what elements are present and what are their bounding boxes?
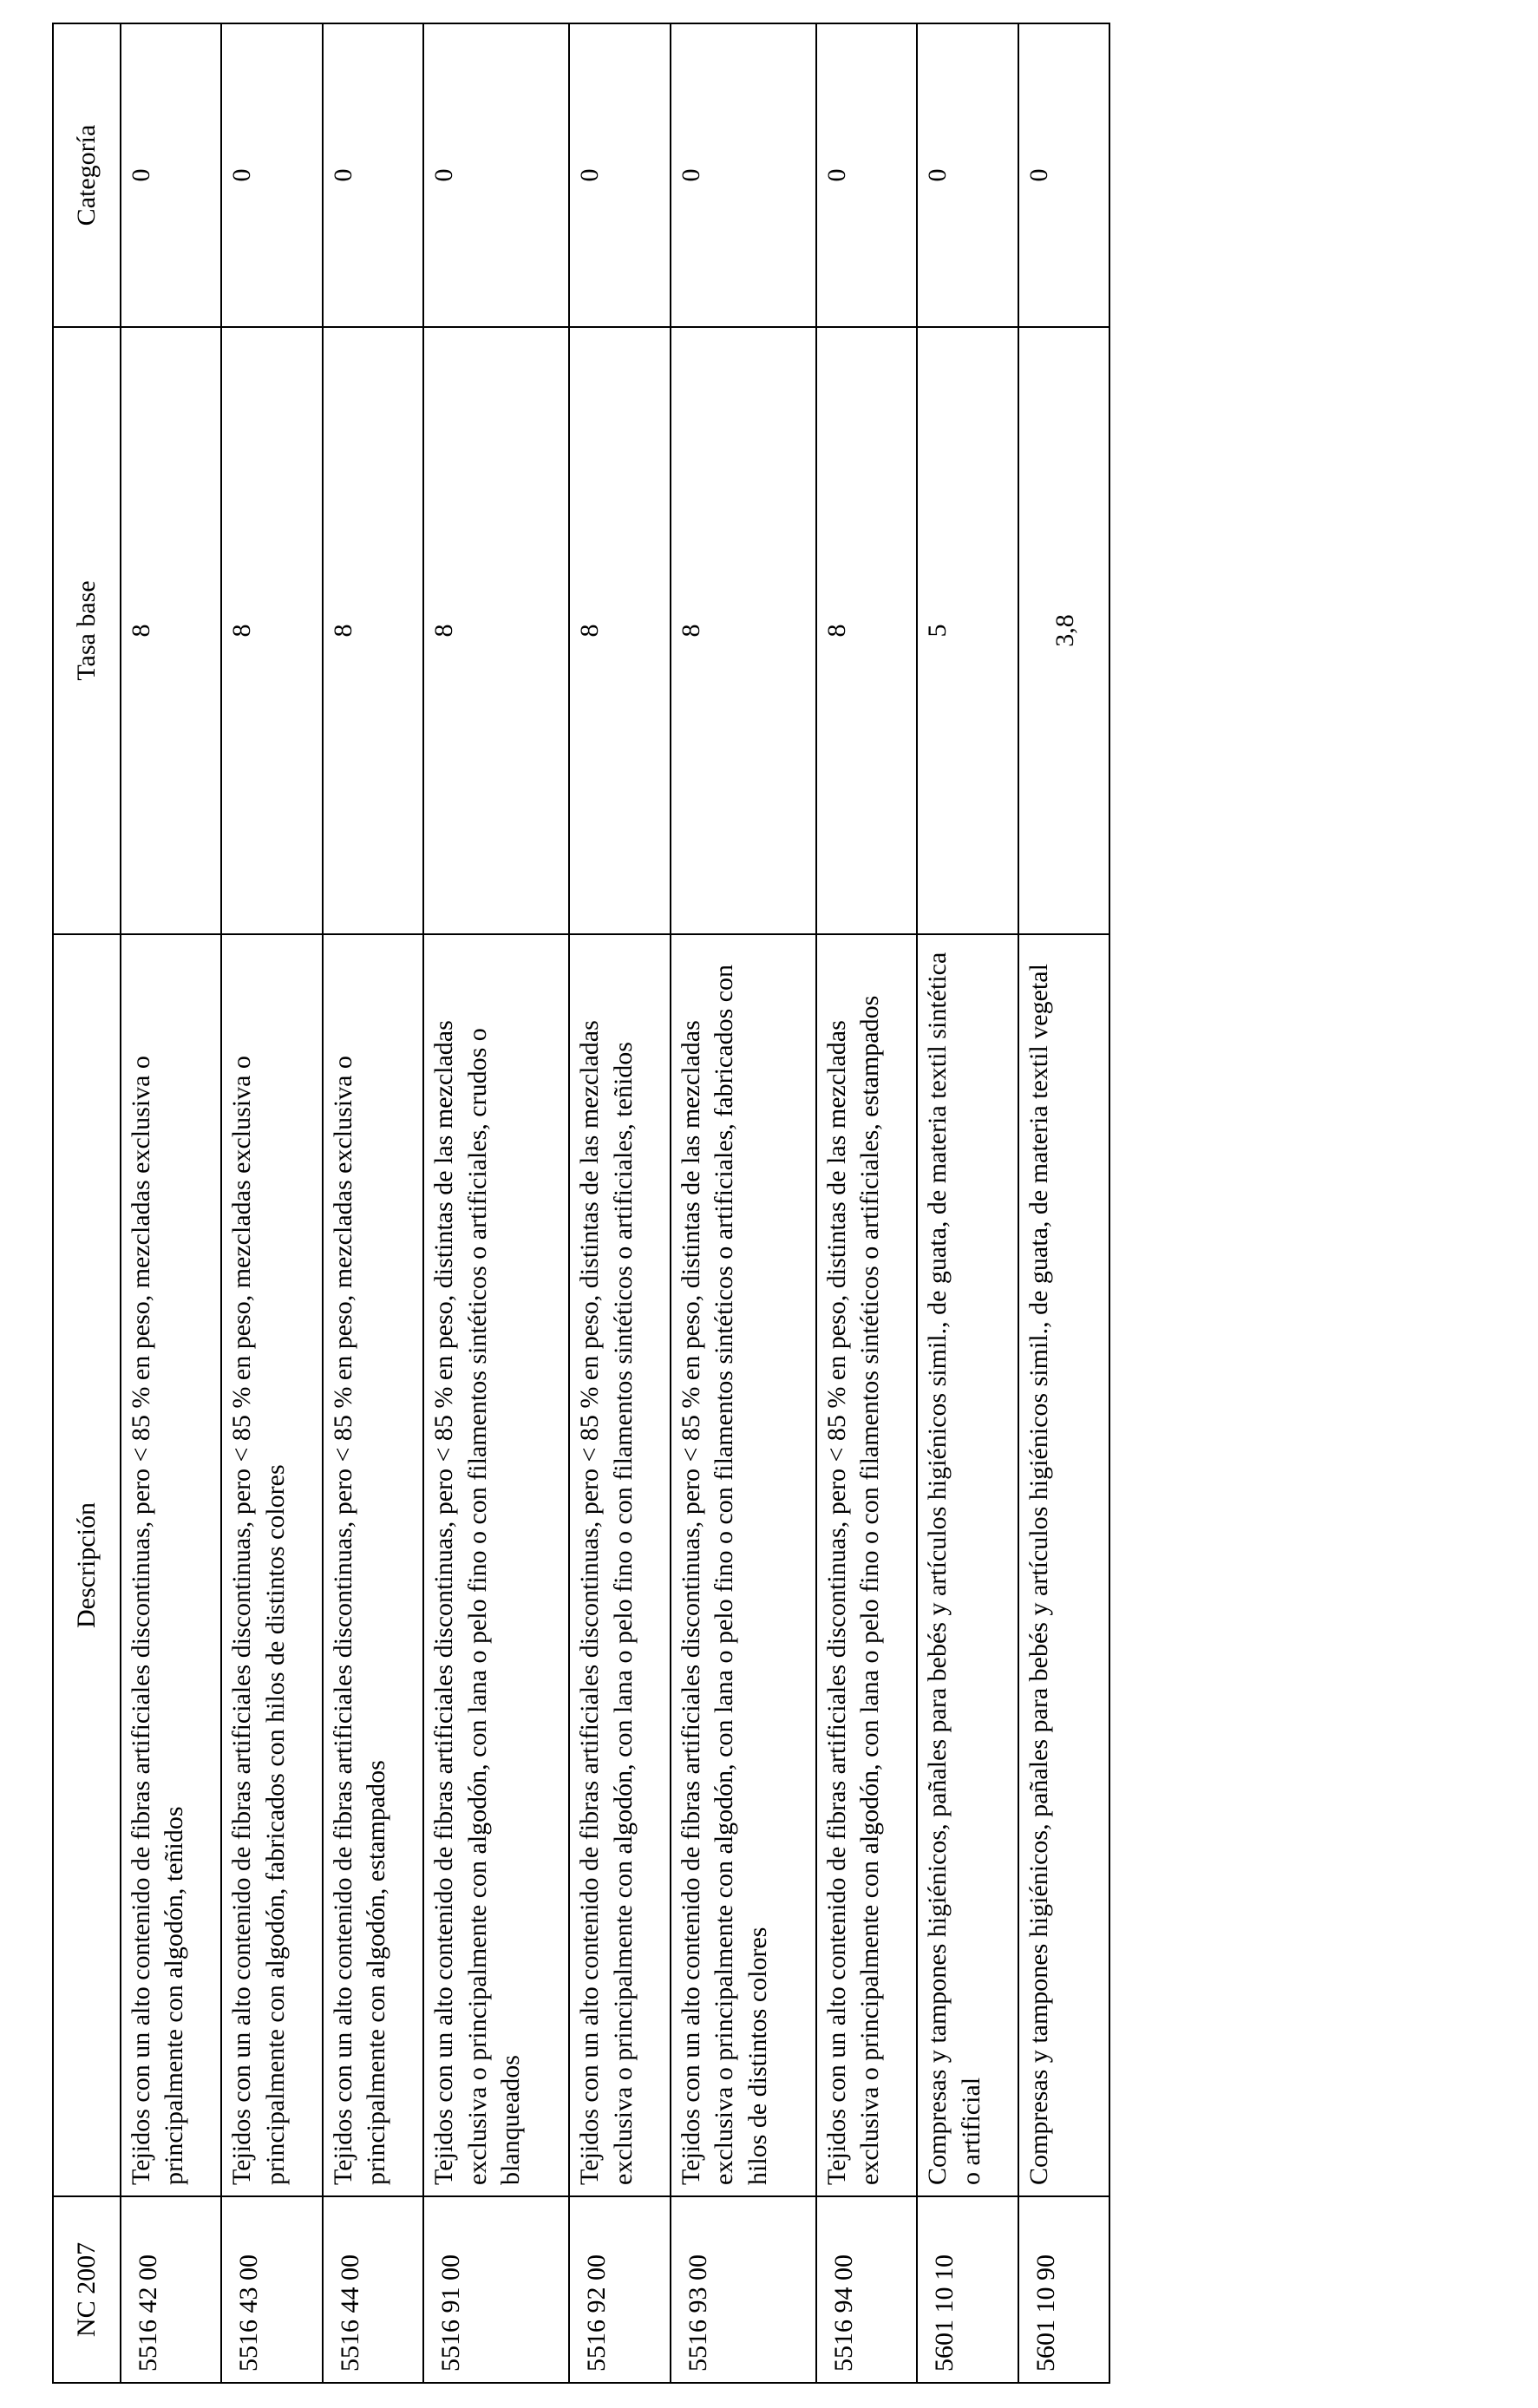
cell-base-rate: [569, 327, 670, 934]
base-rate-text: 8: [676, 624, 705, 638]
code-text: 5516 43 00: [234, 2254, 264, 2372]
cell-base-rate: [671, 327, 816, 934]
cell-category: 0: [121, 23, 221, 327]
code-text: 5516 93 00: [683, 2254, 712, 2372]
code-text: 5516 44 00: [335, 2254, 364, 2372]
cell-code: [121, 2196, 221, 2383]
cell-category: 0: [816, 23, 917, 327]
cell-category: 0: [671, 23, 816, 327]
cell-description: Tejidos con un alto contenido de fibras artificiales discontinuas, pero < 85 % en peso, mezcladas exclusiva o principalmente con algodón, estampados: [323, 934, 423, 2196]
table-row: [121, 23, 221, 2383]
header-code: NC 2007: [53, 2196, 121, 2383]
cell-description: Tejidos con un alto contenido de fibras artificiales discontinuas, pero < 85 % en peso, distintas de las mezcladas exclusiva o principalmente con algodón, con lana o pelo fino o con filamentos sintéticos o artificiales, estampados: [816, 934, 917, 2196]
cell-description: Tejidos con un alto contenido de fibras artificiales discontinuas, pero < 85 % en peso, mezcladas exclusiva o principalmente con algodón, fabricados con hilos de distintos colores: [221, 934, 322, 2196]
cell-base-rate: [121, 327, 221, 934]
code-text: 5516 92 00: [582, 2254, 612, 2372]
table-row: [569, 23, 670, 2383]
table-row: [1018, 23, 1109, 2383]
table-row: [917, 23, 1018, 2383]
cell-category: 0: [569, 23, 670, 327]
cell-description: Tejidos con un alto contenido de fibras artificiales discontinuas, pero < 85 % en peso, mezcladas exclusiva o principalmente con algodón, teñidos: [121, 934, 221, 2196]
cell-description: Tejidos con un alto contenido de fibras artificiales discontinuas, pero < 85 % en peso, distintas de las mezcladas exclusiva o principalmente con algodón, con lana o pelo fino o con filamentos sintéticos o artificiales, crudos o blanqueados: [423, 934, 569, 2196]
table-row: [423, 23, 569, 2383]
cell-description: Compresas y tampones higiénicos, pañales para bebés y artículos higiénicos simil., de guata, de materia textil sintética o artificial: [917, 934, 1018, 2196]
code-text: 5516 91 00: [436, 2254, 466, 2372]
base-rate-text: 8: [227, 624, 257, 638]
cell-description: Tejidos con un alto contenido de fibras artificiales discontinuas, pero < 85 % en peso, distintas de las mezcladas exclusiva o principalmente con algodón, con lana o pelo fino o con filamentos sintéticos o artificiales, fabricados con hilos de distintos colores: [671, 934, 816, 2196]
cell-category: 0: [917, 23, 1018, 327]
base-rate-text: 8: [328, 624, 357, 638]
header-base-rate: Tasa base: [53, 327, 121, 934]
cell-base-rate: [221, 327, 322, 934]
cell-base-rate: [917, 327, 1018, 934]
cell-description: Compresas y tampones higiénicos, pañales para bebés y artículos higiénicos simil., de guata, de materia textil vegetal: [1018, 934, 1109, 2196]
base-rate-text: 8: [429, 624, 459, 638]
table-row: [671, 23, 816, 2383]
code-text: 5601 10 90: [1031, 2254, 1060, 2372]
header-description: Descripción: [53, 934, 121, 2196]
cell-code: [671, 2196, 816, 2383]
base-rate-text: 8: [127, 624, 155, 638]
table-row: [221, 23, 322, 2383]
tariff-table: [52, 23, 1110, 2384]
cell-base-rate: [423, 327, 569, 934]
cell-code: [323, 2196, 423, 2383]
cell-code: [221, 2196, 322, 2383]
cell-category: 0: [423, 23, 569, 327]
base-rate-text: 3,8: [1050, 614, 1079, 647]
cell-category: 0: [221, 23, 322, 327]
base-rate-text: 8: [821, 624, 851, 638]
table-header-row: [53, 23, 121, 2383]
cell-code: [1018, 2196, 1109, 2383]
table-row: [816, 23, 917, 2383]
base-rate-text: 5: [923, 624, 952, 638]
code-text: 5516 42 00: [134, 2254, 162, 2372]
cell-base-rate: [816, 327, 917, 934]
cell-description: Tejidos con un alto contenido de fibras artificiales discontinuas, pero < 85 % en peso, distintas de las mezcladas exclusiva o principalmente con algodón, con lana o pelo fino o con filamentos sintéticos o artificiales, teñidos: [569, 934, 670, 2196]
cell-code: [917, 2196, 1018, 2383]
header-category: Categoría: [53, 23, 121, 327]
cell-base-rate: [1018, 327, 1109, 934]
base-rate-text: 8: [575, 624, 605, 638]
table-row: [323, 23, 423, 2383]
cell-code: [569, 2196, 670, 2383]
cell-code: [816, 2196, 917, 2383]
cell-category: 0: [1018, 23, 1109, 327]
code-text: 5601 10 10: [930, 2254, 959, 2372]
code-text: 5516 94 00: [828, 2254, 858, 2372]
cell-category: 0: [323, 23, 423, 327]
cell-base-rate: [323, 327, 423, 934]
cell-code: [423, 2196, 569, 2383]
rotated-page-content: [52, 24, 1110, 2384]
